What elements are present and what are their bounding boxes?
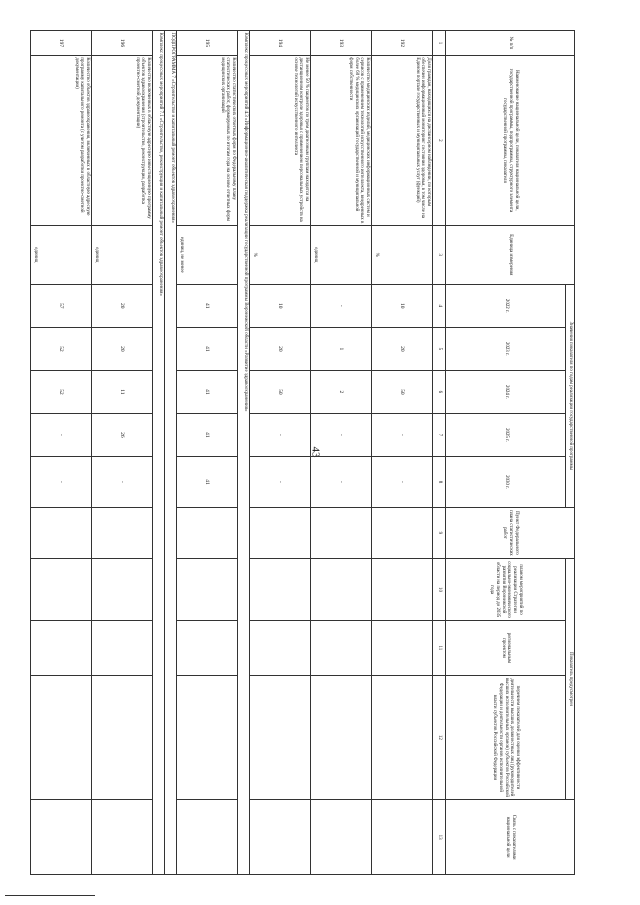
header-row-1 [566, 31, 575, 875]
row-num: 194 [250, 31, 311, 56]
column-number: 9 [433, 507, 446, 558]
header-unit: Единица измерения [446, 225, 575, 284]
table-row [250, 31, 311, 875]
column-number: 13 [433, 800, 446, 875]
row-value: 20 [372, 327, 433, 370]
section-row [238, 31, 250, 875]
header-num: № п/п [446, 31, 575, 56]
header-year: 2022 г. [446, 284, 566, 327]
row-value: - [31, 456, 92, 507]
table-row [311, 31, 372, 875]
section-row [153, 31, 165, 875]
row-value: - [311, 284, 372, 327]
header-strategy: планом мероприятий по реализации Стратегии социально-экономического развития Воронежской области на период до 2035 года [446, 558, 566, 620]
row-value: 41 [177, 284, 238, 327]
header-indicators-group: Показатель предусмотрен [566, 558, 575, 799]
table-row [92, 31, 153, 875]
section-subprogram-7: ПОДПРОГРАММА 7 «Строительство и капитальный ремонт объектов здравоохранения» [165, 31, 177, 875]
row-name: Количество включенных в областную адресную инвестиционную программу объектов здравоохранения (строительство, реконструкция, разработка проектно-сметной документации) [92, 55, 153, 225]
header-year: 2025 г. [446, 413, 566, 456]
row-value: 52 [31, 327, 92, 370]
header-link: Связь с показателями национальной цели [446, 800, 575, 875]
header-year: 2023 г. [446, 327, 566, 370]
row-unit: единиц [31, 225, 92, 284]
rotated-table-page [33, 0, 585, 905]
row-value: - [31, 413, 92, 456]
row-value: 50 [250, 370, 311, 413]
row-num: 195 [177, 31, 238, 56]
column-number: 7 [433, 413, 446, 456]
page-number: 43 [309, 446, 322, 458]
header-year: 2030 г. [446, 456, 566, 507]
row-num: 193 [311, 31, 372, 56]
row-name: Количество медицинских изделий, медицинских информационных систем и сервисов с применением технологий искусственного интеллекта, внедренных в более 60 % медицинских организаций государственной и муниципальной форм собственности [311, 55, 372, 225]
column-number: 5 [433, 327, 446, 370]
column-number: 10 [433, 558, 446, 620]
row-value: - [250, 413, 311, 456]
header-values-group: Значения показателя по годам реализации государственной программы [566, 284, 575, 507]
section-measure-7-1: Комплекс процессных мероприятий 7.1 «Строительство, реконструкция и капитальный ремонт объектов здравоохранения» [153, 31, 165, 875]
section-complex-4-3: Комплекс процессных мероприятий 4.3 «Информационно-аналитическая поддержка реализации государственной программы Воронежской области «Развитие здравоохранения» [238, 31, 250, 875]
row-value: - [372, 456, 433, 507]
row-name: Количество статистических отчетных форм по Федеральному плану статистических работ, формируемых по итогам года на основе отчетных форм медицинских организаций [177, 55, 238, 225]
row-value: 1 [311, 327, 372, 370]
row-name: Количество объектов здравоохранения, включенных в областную адресную программу капитального ремонта (с учетом разработки проектно-сметной документации) [31, 55, 92, 225]
table-row [177, 31, 238, 875]
row-value: 41 [177, 370, 238, 413]
row-value: 41 [177, 456, 238, 507]
row-value: 26 [92, 413, 153, 456]
column-number: 11 [433, 621, 446, 675]
column-number: 3 [433, 225, 446, 284]
row-name: Не менее 50 % пациентов по трем диагнозным группам находятся на дистанционном контроле здоровья с применением персональных устройств на основе технологий искусственного интеллекта [250, 55, 311, 225]
row-unit: единиц [92, 225, 153, 284]
column-number: 1 [433, 31, 446, 56]
indicators-table [30, 30, 575, 875]
header-federal-plan: Пункт Федерального плана статистических работ [446, 507, 575, 558]
row-unit: единиц [311, 225, 372, 284]
row-value: 41 [177, 413, 238, 456]
header-regional: региональным проектом [446, 621, 566, 675]
row-unit: % [372, 225, 433, 284]
row-value: 2 [311, 370, 372, 413]
row-value: 20 [250, 327, 311, 370]
row-value: - [92, 456, 153, 507]
row-unit: % [250, 225, 311, 284]
row-value: 10 [372, 284, 433, 327]
row-value: - [250, 456, 311, 507]
column-number: 12 [433, 675, 446, 800]
section-row [165, 31, 177, 875]
row-value: 41 [177, 327, 238, 370]
row-value: 20 [92, 327, 153, 370]
row-value: 11 [92, 370, 153, 413]
row-num: 197 [31, 31, 92, 56]
row-value: 20 [92, 284, 153, 327]
column-number: 6 [433, 370, 446, 413]
row-value: 10 [250, 284, 311, 327]
table-row [372, 31, 433, 875]
column-number: 2 [433, 55, 446, 225]
row-value: 50 [372, 370, 433, 413]
column-numbers-row [433, 31, 446, 875]
column-number: 4 [433, 284, 446, 327]
row-value: - [372, 413, 433, 456]
column-number: 8 [433, 456, 446, 507]
table-row [31, 31, 92, 875]
header-efficiency: перечнем показателей для оценки эффективности деятельности высших должностных лиц (руководителей высших исполнительных органов) субъектов Российской Федерации и деятельности органов исполнительной власти субъектов Российской Федерации [446, 675, 566, 800]
row-num: 196 [92, 31, 153, 56]
header-name: Наименование национальной цели, показателя национальной цели, государственной программы, подпрограммы, структурного элемента государственной программы, показателя [446, 55, 575, 225]
row-value: 52 [31, 370, 92, 413]
row-name: Доля граждан, находящихся на диспансерном наблюдении, по которым обеспечен информационный мониторинг состояния здоровья, в том числе на Едином портале государственных и муниципальных услуг (функций) [372, 55, 433, 225]
row-value: - [311, 456, 372, 507]
row-num: 192 [372, 31, 433, 56]
row-value: 57 [31, 284, 92, 327]
footnote-rule [5, 895, 95, 896]
row-unit: единиц, не менее [177, 225, 238, 284]
row-value: - [311, 413, 372, 456]
header-year: 2024 г. [446, 370, 566, 413]
